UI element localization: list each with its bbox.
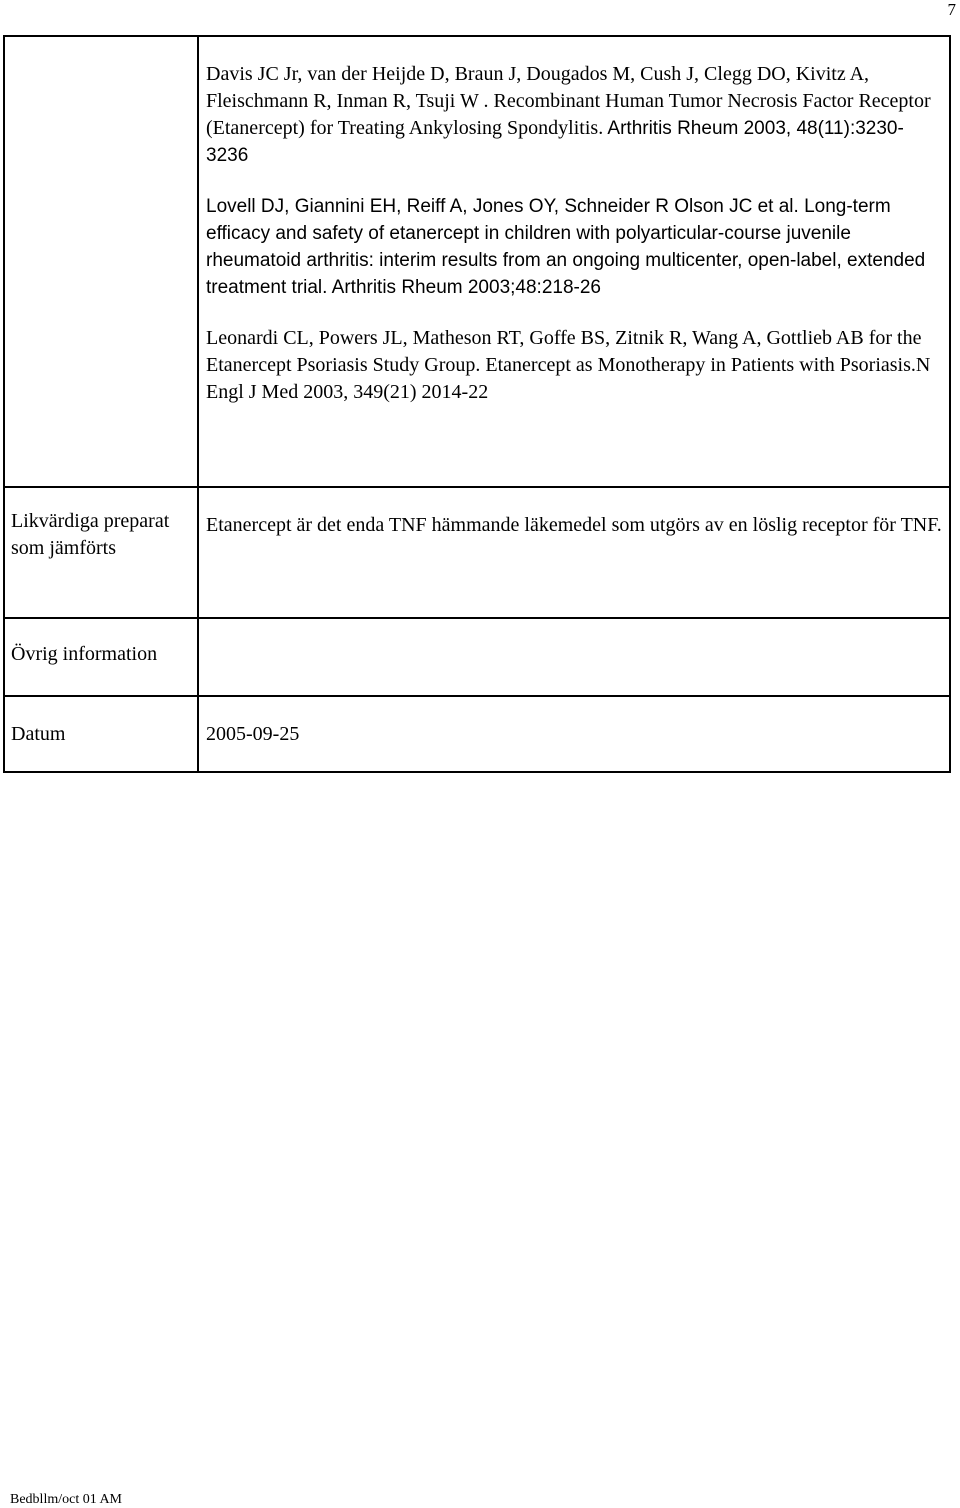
datum-label: Datum [4,696,198,772]
reference-item [206,61,943,169]
reference-item [206,325,943,406]
reference-text: Lovell DJ, Giannini EH, Reiff A, Jones OY, Schneider R Olson JC et al. Long-term efficacy and safety of etanercept in children with polyarticular-course juvenile rheumatoid arthritis: interim results from an ongoing multicenter, open-label, extended treatment trial. Arthritis Rheum 2003;48:218-26 [206,196,926,298]
ovrig-row [4,618,950,696]
reference-text: Arthritis Rheum 2003, 48(11):3230-3236 [206,118,904,166]
footer-code: Bedbllm/oct 01 AM [10,1492,122,1507]
datum-row [4,696,950,772]
datum-value: 2005-09-25 [198,696,950,772]
reference-text: Davis JC Jr, van der Heijde D, Braun J, Dougados M, Cush J, Clegg DO, Kivitz A, Fleischmann R, Inman R, Tsuji W . Recombinant Human Tumor Necrosis Factor Receptor (Etanercept) for Treating Ankylosing Spondylitis. [206,63,931,139]
ovrig-label: Övrig information [4,618,198,696]
ovrig-value [198,618,950,696]
likvardiga-label: Likvärdiga preparat som jämförts [4,487,198,618]
references-cell [198,36,950,487]
page-number: 7 [947,0,956,19]
likvardiga-value: Etanercept är det enda TNF hämmande läkemedel som utgörs av en löslig receptor för TNF. [198,487,950,618]
document-table [3,35,951,773]
references-label-cell [4,36,198,487]
likvardiga-row [4,487,950,618]
references-row [4,36,950,487]
reference-item [206,193,943,301]
reference-text: Leonardi CL, Powers JL, Matheson RT, Goffe BS, Zitnik R, Wang A, Gottlieb AB for the Etanercept Psoriasis Study Group. Etanercept as Monotherapy in Patients with Psoriasis.N Engl J Med 2003, 349(21) 2014-22 [206,327,931,403]
